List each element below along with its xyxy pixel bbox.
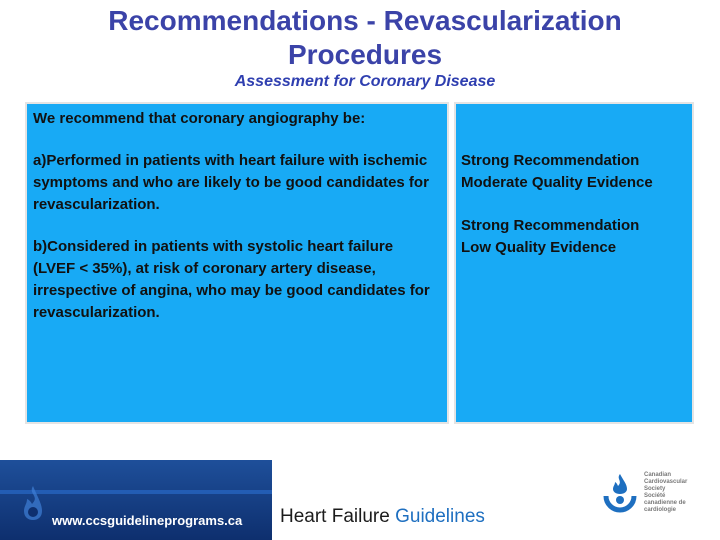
heart-failure-text: Heart Failure (280, 506, 390, 527)
org-line-2: Cardiovascular (644, 479, 688, 485)
flame-logo-icon (18, 484, 48, 522)
recommendation-a: a)Performed in patients with heart failure with ischemic symptoms and who are likely to be good candidates for revascularization. (33, 152, 429, 213)
evidence-a-quality: Moderate Quality Evidence (461, 174, 653, 191)
ccs-logo-icon (602, 470, 638, 514)
org-line-6: cardiologie (644, 507, 677, 513)
slide-title-line2: Procedures (287, 39, 443, 70)
org-line-3: Society (644, 486, 666, 492)
guidelines-text: Guidelines (395, 506, 485, 527)
recommendation-intro: We recommend that coronary angiography be: (33, 110, 366, 127)
ccs-logo-text (644, 472, 687, 514)
footer-url-bar (0, 460, 272, 540)
slide-title-line1: Recommendations - Revascularization (108, 5, 622, 36)
org-line-4: Société (644, 493, 666, 499)
heart-failure-guidelines-label (280, 506, 485, 528)
evidence-b (461, 215, 693, 259)
org-line-1: Canadian (644, 472, 672, 478)
evidence-a-strength: Strong Recommendation (461, 152, 640, 169)
evidence-b-strength: Strong Recommendation (461, 217, 640, 234)
slide-title (60, 4, 670, 72)
recommendation-b: b)Considered in patients with systolic heart failure (LVEF < 35%), at risk of coronary artery disease, irrespective of angina, who may be good candidates for revascularization. (33, 238, 430, 321)
org-line-5: canadienne de (644, 500, 686, 506)
footer-url-link[interactable]: www.ccsguidelineprograms.ca (52, 513, 243, 528)
evidence-a (461, 150, 693, 194)
evidence-panel (454, 102, 694, 424)
recommendations-panel (25, 102, 449, 424)
slide-subtitle: Assessment for Coronary Disease (234, 73, 496, 90)
footer (0, 460, 720, 540)
evidence-b-quality: Low Quality Evidence (461, 239, 617, 256)
